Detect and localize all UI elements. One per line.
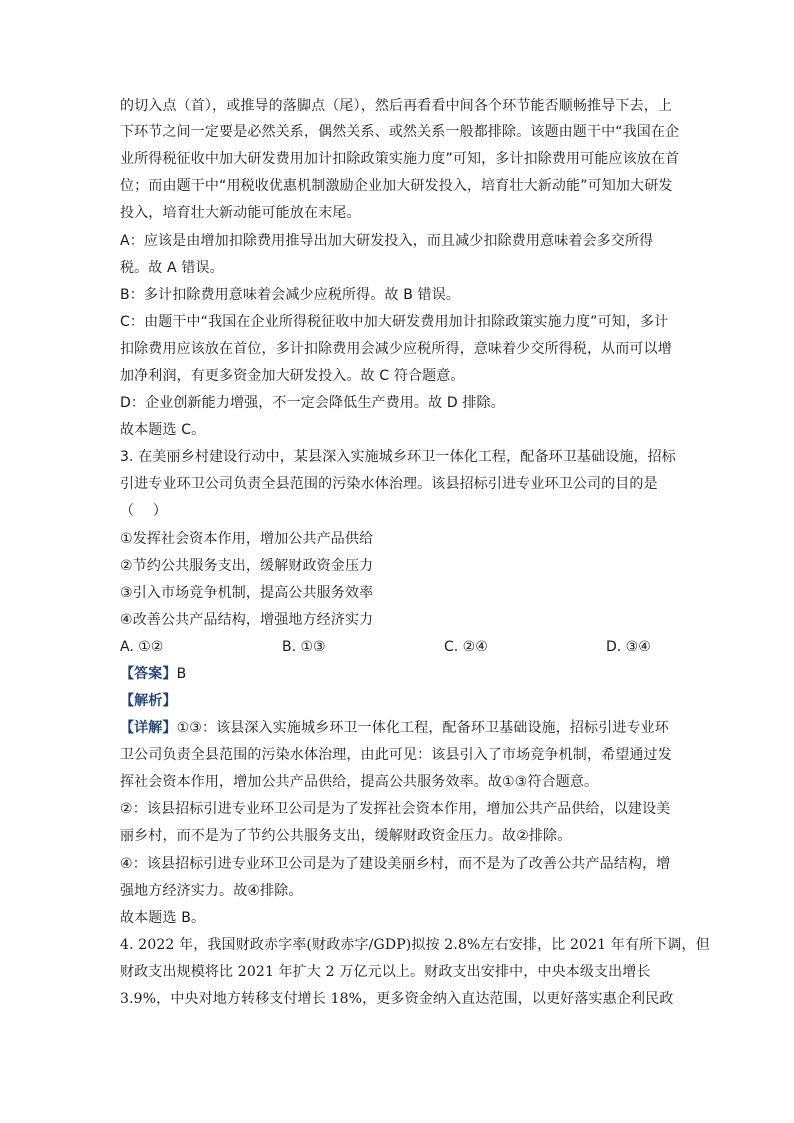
question-stem: 财政支出规模将比 2021 年扩大 2 万亿元以上。财政支出安排中，中央本级支出增长 <box>120 964 651 980</box>
detail-line: 卫公司负责全县范围的污染水体治理，由此可见：该县引入了市场竞争机制，希望通过发 <box>120 747 672 763</box>
analysis-line: 位；而由题干中“用税收优惠机制激励企业加大研发投入，培育壮大新动能”可知加大研发 <box>120 178 673 194</box>
detail-line: ④：该县招标引进专业环卫公司是为了建设美丽乡村，而不是为了改善公共产品结构，增 <box>120 856 671 872</box>
statement: ①发挥社会资本作用，增加公共产品供给 <box>120 531 374 547</box>
option-d-explanation: D：企业创新能力增强，不一定会降低生产费用。故 D 排除。 <box>120 395 505 411</box>
answer-tag: 【答案】 <box>120 666 177 682</box>
question-stem: 3. 在美丽乡村建设行动中，某县深入实施城乡环卫一体化工程，配备环卫基础设施，招标 <box>120 449 676 465</box>
analysis-tag: 【解析】 <box>120 693 177 709</box>
choice-b: B. ①③ <box>282 639 326 655</box>
question-stem: 4. 2022 年，我国财政赤字率(财政赤字/GDP)拟按 2.8%左右安排，比 2021 年有所下调，但 <box>120 937 710 953</box>
choice-a: A. ①② <box>120 639 164 655</box>
choice-d: D. ③④ <box>606 639 651 655</box>
statement: ②节约公共服务支出，缓解财政资金压力 <box>120 558 374 574</box>
choice-c: C. ②④ <box>444 639 488 655</box>
answer-row <box>120 664 186 684</box>
option-a-explanation: 税。故 A 错误。 <box>120 260 224 276</box>
option-c-explanation: C：由题干中“我国在企业所得税征收中加大研发费用加计扣除政策实施力度”可知，多计 <box>120 314 669 330</box>
detail-tag: 【详解】 <box>120 720 177 736</box>
question-stem: （ ） <box>120 503 168 519</box>
detail-line: 丽乡村，而不是为了节约公共服务支出，缓解财政资金压力。故②排除。 <box>120 828 572 844</box>
answer-value: B <box>176 666 187 682</box>
q3-conclusion: 故本题选 B。 <box>120 910 206 926</box>
detail-text: ①③：该县深入实施城乡环卫一体化工程，配备环卫基础设施，招标引进专业环 <box>176 720 669 736</box>
analysis-line: 下环节之间一定要是必然关系，偶然关系、或然关系一般都排除。该题由题干中“我国在企 <box>120 124 680 140</box>
detail-line <box>120 718 669 738</box>
option-c-explanation: 扣除费用应该放在首位，多计扣除费用会减少应税所得，意味着少交所得税，从而可以增 <box>120 341 672 357</box>
analysis-line: 的切入点（首），或推导的落脚点（尾），然后再看看中间各个环节能否顺畅推导下去，上 <box>120 98 672 114</box>
statement: ④改善公共产品结构，增强地方经济实力 <box>120 612 374 628</box>
option-b-explanation: B：多计扣除费用意味着会减少应税所得。故 B 错误。 <box>120 287 461 303</box>
detail-line: 强地方经济实力。故④排除。 <box>120 883 303 899</box>
prev-conclusion: 故本题选 C。 <box>120 422 206 438</box>
analysis-heading <box>120 691 177 711</box>
option-c-explanation: 加净利润，有更多资金加大研发投入。故 C 符合题意。 <box>120 368 465 384</box>
analysis-line: 业所得税征收中加大研发费用加计扣除政策实施力度”可知，多计扣除费用可能应该放在首 <box>120 151 680 167</box>
analysis-line: 投入，培育壮大新动能可能放在末尾。 <box>120 205 361 221</box>
detail-line: 挥社会资本作用，增加公共产品供给，提高公共服务效率。故①③符合题意。 <box>120 774 599 790</box>
statement: ③引入市场竞争机制，提高公共服务效率 <box>120 585 374 601</box>
option-a-explanation: A：应该是由增加扣除费用推导出加大研发投入，而且减少扣除费用意味着会多交所得 <box>120 233 654 249</box>
detail-line: ②：该县招标引进专业环卫公司是为了发挥社会资本作用，增加公共产品供给，以建设美 <box>120 801 671 817</box>
question-stem: 引进专业环卫公司负责全县范围的污染水体治理。该县招标引进专业环卫公司的目的是 <box>120 476 658 492</box>
question-stem: 3.9%，中央对地方转移支付增长 18%，更多资金纳入直达范围，以更好落实惠企利民政 <box>120 991 674 1007</box>
